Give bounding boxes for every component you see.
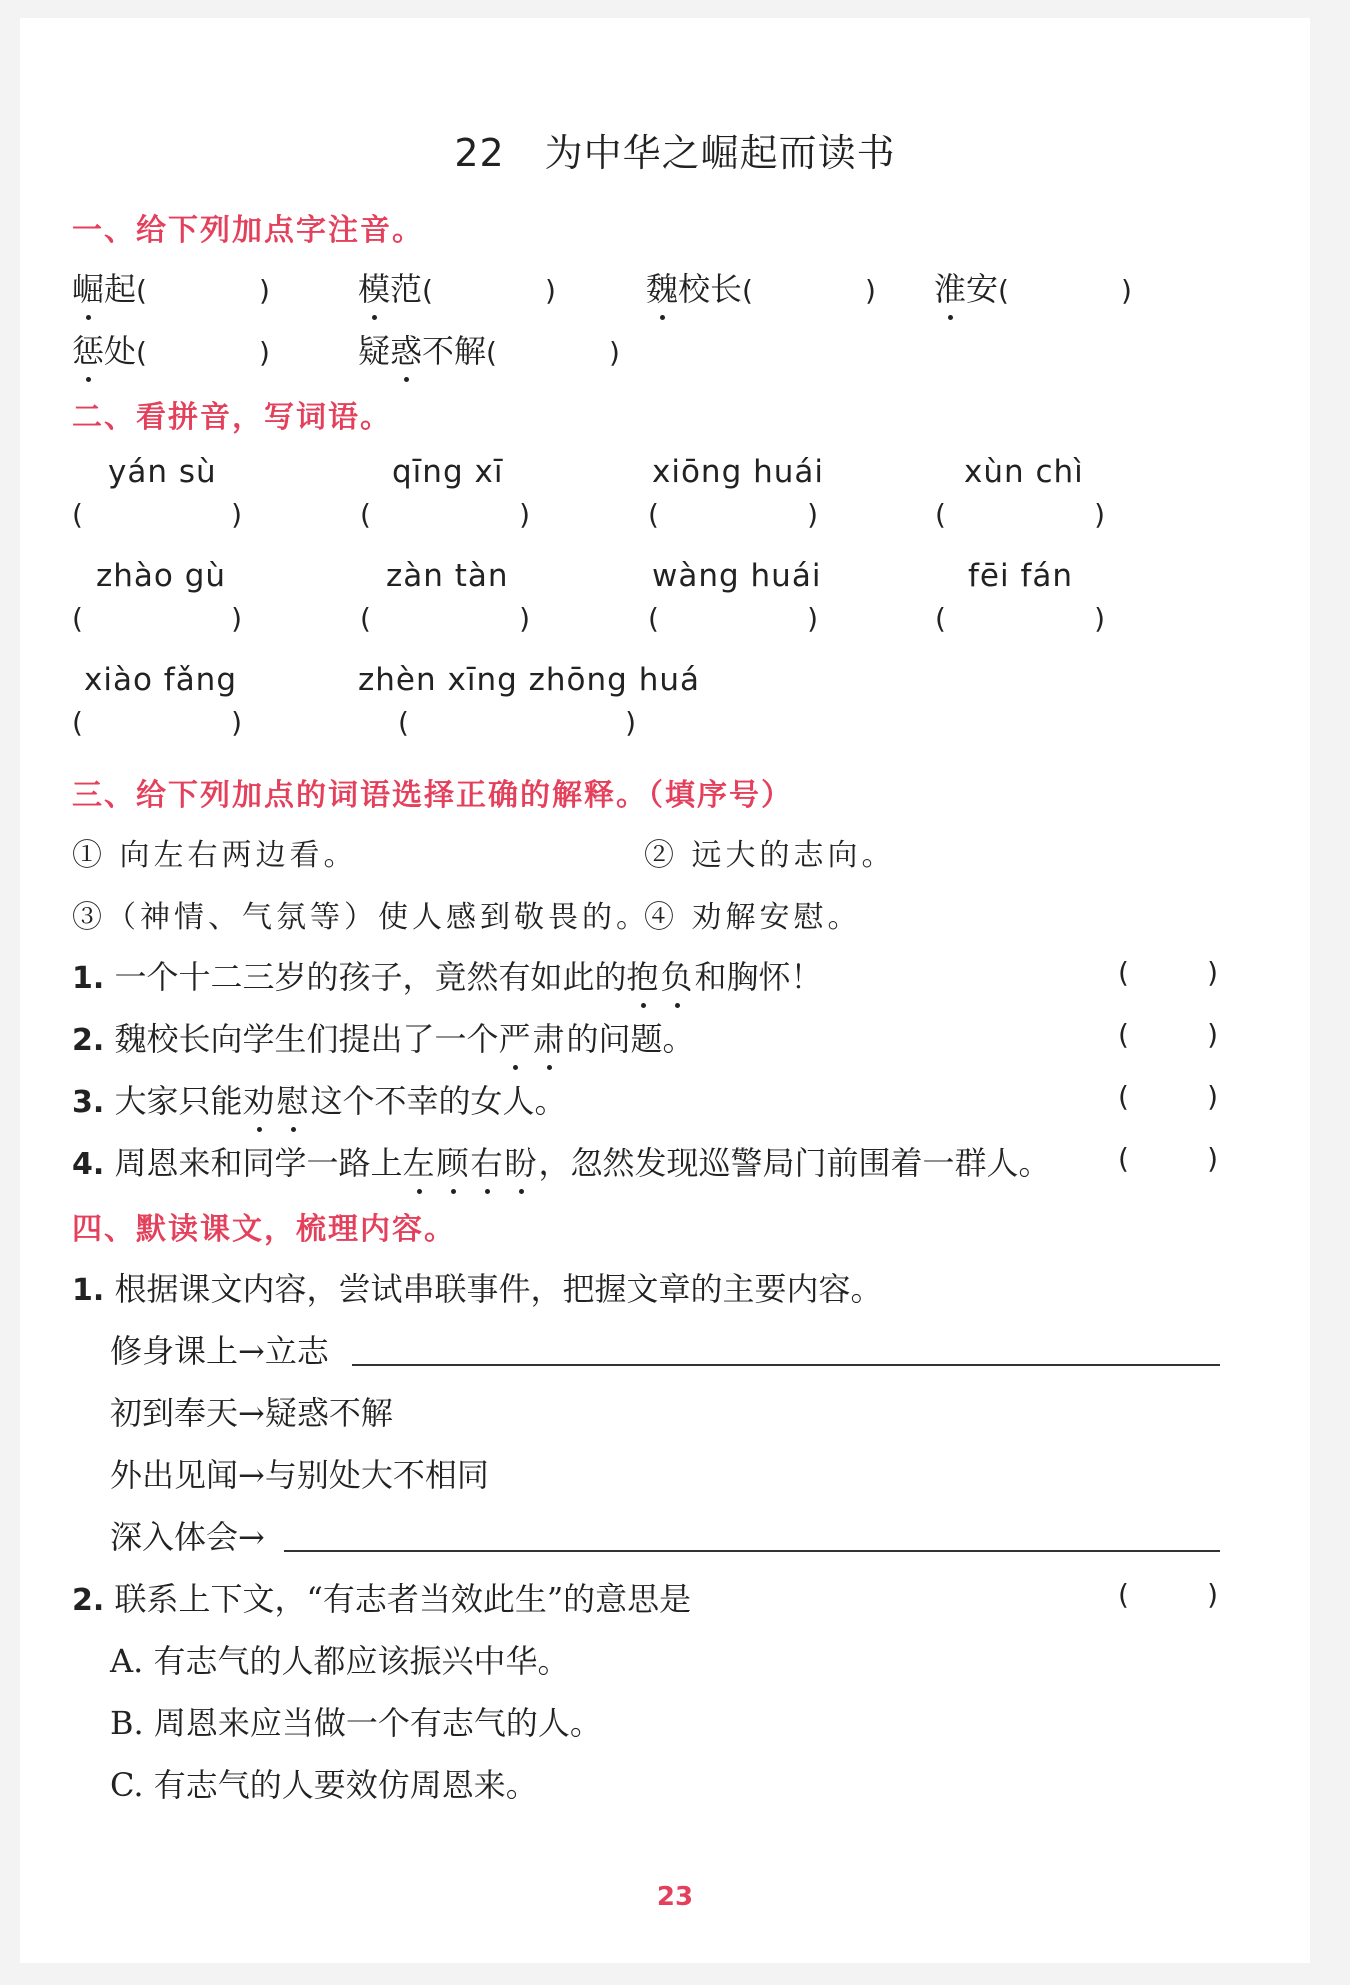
- dotted-char: 顾: [436, 1138, 470, 1184]
- dotted-word: [242, 1082, 310, 1120]
- question-text: 一个十二三岁的孩子，竟然有如此的: [114, 958, 627, 996]
- dotted-char: 魏: [646, 264, 678, 310]
- pinyin-8: fēi fán: [968, 558, 1074, 594]
- fill-line-2[interactable]: [284, 1550, 1220, 1552]
- answer-parens[interactable]: ( ): [136, 336, 270, 369]
- word-box-9[interactable]: ( ): [72, 706, 242, 739]
- dotted-char: 抱: [626, 952, 660, 998]
- answer-box-5[interactable]: ( ): [1118, 1578, 1218, 1611]
- question-text: 大家只能: [114, 1082, 243, 1120]
- dotted-word: [402, 1144, 538, 1182]
- lesson-number: 22: [454, 131, 505, 175]
- dotted-char: 模: [358, 264, 390, 310]
- question-number: 4.: [72, 1147, 105, 1182]
- dotted-char: 慰: [276, 1076, 310, 1122]
- phonetic-item-4: [934, 264, 1132, 310]
- s4-question-2: [72, 1574, 691, 1620]
- s3-question-3: [72, 1076, 567, 1122]
- dotted-char: 盼: [505, 1138, 539, 1184]
- question-text: 的问题。: [566, 1020, 695, 1058]
- phonetic-item-3: [646, 264, 876, 310]
- answer-parens[interactable]: ( ): [742, 274, 876, 307]
- pinyin-4: xùn chì: [964, 454, 1084, 490]
- question-text: ，忽然发现巡警局门前围着一群人。: [538, 1144, 1051, 1182]
- choice-b[interactable]: B. 周恩来应当做一个有志气的人。: [110, 1704, 602, 1742]
- item-text: 安: [966, 270, 999, 308]
- option-4: ④ 劝解安慰。: [644, 900, 862, 935]
- pinyin-5: zhào gù: [96, 558, 227, 594]
- question-text: 周恩来和同学一路上: [114, 1144, 403, 1182]
- phonetic-item-2: [358, 264, 556, 310]
- s3-question-2: [72, 1014, 695, 1060]
- fill-line-1[interactable]: [352, 1364, 1220, 1366]
- phonetic-item-5: [72, 326, 270, 372]
- answer-box-2[interactable]: ( ): [1118, 1018, 1218, 1051]
- option-1: ① 向左右两边看。: [72, 838, 358, 873]
- option-3: ③（神情、气氛等）使人感到敬畏的。: [72, 900, 650, 935]
- dotted-char: 劝: [242, 1076, 276, 1122]
- pinyin-3: xiōng huái: [652, 454, 825, 490]
- pinyin-9: xiào fǎng: [84, 662, 238, 698]
- s4-question-1: [72, 1264, 882, 1310]
- item-text: 校长: [678, 270, 743, 308]
- dotted-word: [626, 958, 694, 996]
- dotted-word: [498, 1020, 566, 1058]
- section2-heading: 二、看拼音，写词语。: [72, 400, 392, 435]
- pinyin-10: zhèn xīng zhōng huá: [358, 662, 700, 698]
- chain-step-1: 修身课上→立志: [110, 1332, 329, 1370]
- item-text: 不解: [422, 332, 487, 370]
- question-text: 联系上下文，“有志者当效此生”的意思是: [114, 1580, 692, 1618]
- section4-heading: 四、默读课文，梳理内容。: [72, 1212, 456, 1247]
- dotted-char: 惩: [72, 326, 104, 372]
- pinyin-7: wàng huái: [652, 558, 822, 594]
- chain-step-4: 深入体会→: [110, 1518, 265, 1556]
- choice-c[interactable]: C. 有志气的人要效仿周恩来。: [110, 1766, 538, 1804]
- section3-heading: 三、给下列加点的词语选择正确的解释。（填序号）: [72, 778, 793, 813]
- item-text: 范: [390, 270, 423, 308]
- dotted-char: 严: [498, 1014, 532, 1060]
- dotted-char: 崛: [72, 264, 104, 310]
- lesson-title: 为中华之崛起而读书: [544, 131, 896, 175]
- word-box-4[interactable]: ( ): [935, 498, 1105, 531]
- s3-question-4: [72, 1138, 1051, 1184]
- chain-step-3: 外出见闻→与别处大不相同: [110, 1456, 489, 1494]
- chain-step-2: 初到奉天→疑惑不解: [110, 1394, 393, 1432]
- item-text: 起: [104, 270, 137, 308]
- pinyin-1: yán sù: [108, 454, 217, 490]
- answer-parens[interactable]: ( ): [136, 274, 270, 307]
- dotted-char: 惑: [390, 326, 422, 372]
- choice-a[interactable]: A. 有志气的人都应该振兴中华。: [110, 1642, 570, 1680]
- word-box-3[interactable]: ( ): [648, 498, 818, 531]
- dotted-char: 右: [471, 1138, 505, 1184]
- item-text: 处: [104, 332, 137, 370]
- page-number: 23: [656, 1882, 694, 1912]
- item-text: 疑: [358, 332, 391, 370]
- pinyin-6: zàn tàn: [386, 558, 509, 594]
- answer-parens[interactable]: ( ): [422, 274, 556, 307]
- answer-box-4[interactable]: ( ): [1118, 1142, 1218, 1175]
- word-box-1[interactable]: ( ): [72, 498, 242, 531]
- question-number: 1.: [72, 1273, 105, 1308]
- word-box-8[interactable]: ( ): [935, 602, 1105, 635]
- section1-heading: 一、给下列加点字注音。: [72, 213, 424, 248]
- word-box-7[interactable]: ( ): [648, 602, 818, 635]
- question-text: 魏校长向学生们提出了一个: [114, 1020, 499, 1058]
- question-text: 和胸怀！: [694, 958, 823, 996]
- answer-parens[interactable]: ( ): [998, 274, 1132, 307]
- pinyin-2: qīng xī: [392, 454, 504, 490]
- answer-box-3[interactable]: ( ): [1118, 1080, 1218, 1113]
- dotted-char: 肃: [532, 1014, 566, 1060]
- answer-box-1[interactable]: ( ): [1118, 956, 1218, 989]
- answer-parens[interactable]: ( ): [486, 336, 620, 369]
- question-number: 3.: [72, 1085, 105, 1120]
- phonetic-item-1: [72, 264, 270, 310]
- question-number: 1.: [72, 961, 105, 996]
- dotted-char: 淮: [934, 264, 966, 310]
- option-2: ② 远大的志向。: [644, 838, 896, 873]
- page-title: [0, 122, 1350, 177]
- word-box-6[interactable]: ( ): [360, 602, 530, 635]
- word-box-2[interactable]: ( ): [360, 498, 530, 531]
- dotted-char: 负: [660, 952, 694, 998]
- dotted-char: 左: [402, 1138, 436, 1184]
- word-box-5[interactable]: ( ): [72, 602, 242, 635]
- question-text: 这个不幸的女人。: [310, 1082, 567, 1120]
- phonetic-item-6: [358, 326, 620, 372]
- question-number: 2.: [72, 1583, 105, 1618]
- question-number: 2.: [72, 1023, 105, 1058]
- question-text: 根据课文内容，尝试串联事件，把握文章的主要内容。: [114, 1270, 883, 1308]
- word-box-10[interactable]: ( ): [398, 706, 636, 739]
- s3-question-1: [72, 952, 823, 998]
